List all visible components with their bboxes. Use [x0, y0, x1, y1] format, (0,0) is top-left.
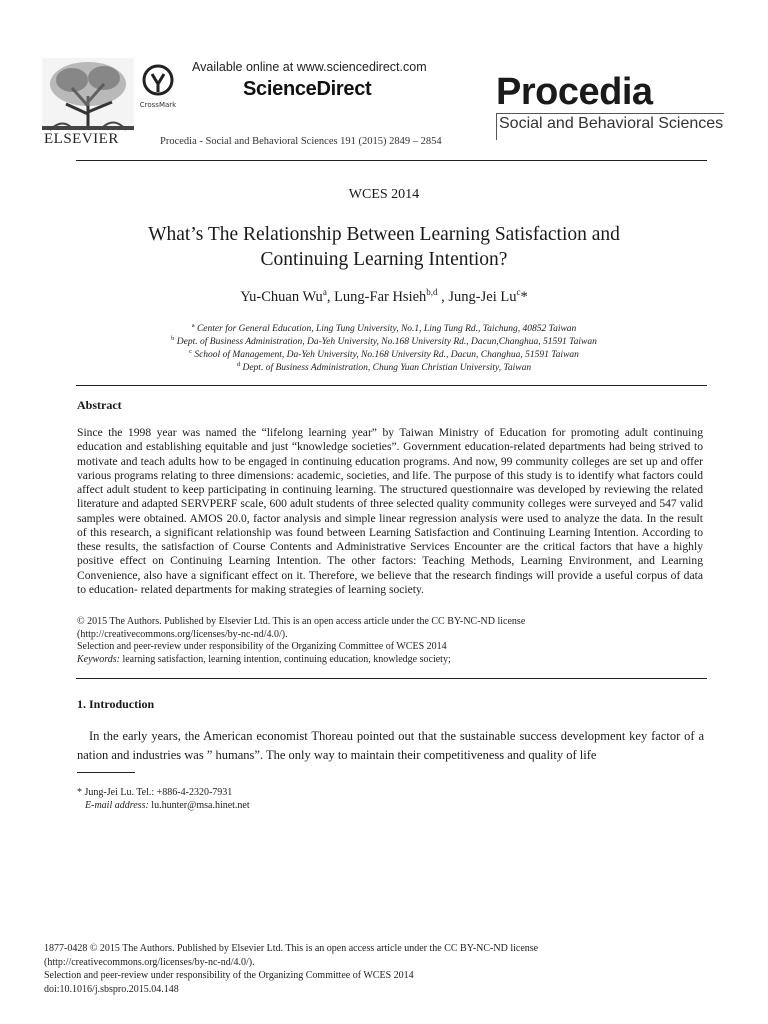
affiliation-text: Dept. of Business Administration, Chung Yuan Christian University, Taiwan: [242, 363, 532, 374]
abstract-body: Since the 1998 year was named the “lifelong learning year” by Taiwan Ministry of Education for promoting adult continuing education and establishing equitable and just “knowledge societies”. Government education-related departments had being strived to motivate and teach adults how to be engaged in continuing education programs. And now, 99 community colleges are set up and offer various programs relating to three dimensions: academic, societies, and life. The purpose of this study is to identify what factors could affect adult student to keep participating in continuing learning. The structured questionnaire was developed by reviewing the related literature and adapted SERVPERF scale, 600 adult students of three selected quality community colleges were surveyed and 547 valid samples were obtained. AMOS 20.0, factor analysis and simple linear regression analysis were used to analyze the data. In the result of this research, a significant relationship was found between Learning Satisfaction and Continuing Learning Intention. According to these results, the satisfaction of Course Contents and Administrative Services Encounter are the critical factors that have a highly positive effect on Continuing Learning Intention. The other factors: Teaching Methods, Learning Environment, and Learning Convenience, also have a significant effect on it. Therefore, we believe that the research findings will provide a useful corpus of data to education- related departments for making strategies of learning society.: [77, 426, 703, 596]
page-footer: [44, 942, 724, 996]
affiliation-text: Center for General Education, Ling Tung University, No.1, Ling Tung Rd., Taichung, 40852 Taiwan: [196, 324, 577, 335]
affiliation-mark: c: [189, 348, 192, 355]
license-link[interactable]: (http://creativecommons.org/licenses/by-nc-nd/4.0/).: [77, 628, 288, 640]
footer-peer-review: Selection and peer-review under responsibility of the Organizing Committee of WCES 2014: [44, 970, 414, 981]
copyright-notice: [77, 616, 707, 654]
affiliation-text: School of Management, Da-Yeh University, No.168 University Rd., Dacun, Changhua, 51591 Taiwan: [194, 350, 579, 361]
footer-doi[interactable]: doi:10.1016/j.sbspro.2015.04.148: [44, 983, 179, 995]
footer-license-link[interactable]: (http://creativecommons.org/licenses/by-nc-nd/4.0/).: [44, 956, 255, 968]
footnote-divider: [77, 772, 135, 773]
affiliation-mark: b: [171, 335, 175, 342]
author-name: Jung-Jei Lu: [448, 288, 517, 305]
available-online-text: Available online at www.sciencedirect.com: [192, 60, 427, 74]
author-list: Yu-Chuan Wu$^a$, Lung-Far Hsieh$^{b,d}$ , Jung-Jei Lu$^c$*: [240, 287, 528, 305]
affiliation-text: Dept. of Business Administration, Da-Yeh University, No.168 University Rd., Dacun,Changhua, 51591 Taiwan: [176, 337, 597, 348]
abstract-heading: Abstract: [77, 398, 122, 412]
email-label: E-mail address:: [85, 799, 149, 811]
header-divider: [76, 160, 707, 161]
keywords-line: [77, 654, 707, 667]
author-affiliation-mark: a: [322, 287, 327, 297]
title-line-2: Continuing Learning Intention?: [260, 249, 508, 270]
keywords: learning satisfaction, learning intention, continuing education, knowledge society;: [122, 654, 451, 665]
sciencedirect-logo-text[interactable]: ScienceDirect: [243, 78, 372, 100]
procedia-rule-vertical: [496, 113, 497, 140]
journal-citation: Procedia - Social and Behavioral Sciences 191 (2015) 2849 – 2854: [160, 136, 442, 147]
author-name: Lung-Far Hsieh: [334, 288, 427, 305]
author-affiliation-mark: c: [516, 287, 521, 297]
footnote-contact: * Jung-Jei Lu. Tel.: +886-4-2320-7931: [77, 787, 233, 798]
procedia-title: Procedia: [496, 71, 653, 113]
author-affiliation-mark: b,d: [426, 287, 438, 297]
paper-title: [0, 222, 768, 272]
abstract-top-divider: [76, 385, 707, 386]
introduction-body: In the early years, the American economist Thoreau pointed out that the sustainable success development key factor of a nation and industries was ” humans”. The only way to maintain their competitiveness and quality of life: [77, 729, 704, 762]
keywords-label: Keywords:: [77, 654, 120, 665]
copyright-line: © 2015 The Authors. Published by Elsevier Ltd. This is an open access article under the CC BY-NC-ND license: [77, 616, 526, 627]
section-heading: 1. Introduction: [77, 697, 155, 711]
title-line-1: What’s The Relationship Between Learning Satisfaction and: [148, 224, 620, 245]
corresponding-author-mark: *: [520, 288, 528, 305]
corresponding-author-footnote: [77, 787, 250, 812]
author-name: Yu-Chuan Wu: [240, 288, 323, 305]
procedia-rule: [496, 113, 724, 114]
footer-issn-license: 1877-0428 © 2015 The Authors. Published by Elsevier Ltd. This is an open access article under the CC BY-NC-ND license: [44, 943, 539, 954]
affiliation-mark: a: [191, 322, 195, 329]
procedia-subtitle: Social and Behavioral Sciences: [499, 115, 724, 132]
affiliation-mark: d: [236, 361, 241, 368]
abstract-bottom-divider: [76, 678, 707, 679]
crossmark-icon[interactable]: [138, 64, 178, 110]
affiliation: [0, 358, 768, 375]
email-address[interactable]: lu.hunter@msa.hinet.net: [151, 799, 250, 811]
crossmark-label: CrossMark: [139, 101, 177, 109]
peer-review-line: Selection and peer-review under responsibility of the Organizing Committee of WCES 2014: [77, 641, 447, 652]
publisher-name: ELSEVIER: [44, 131, 119, 147]
conference-name: WCES 2014: [348, 187, 420, 202]
